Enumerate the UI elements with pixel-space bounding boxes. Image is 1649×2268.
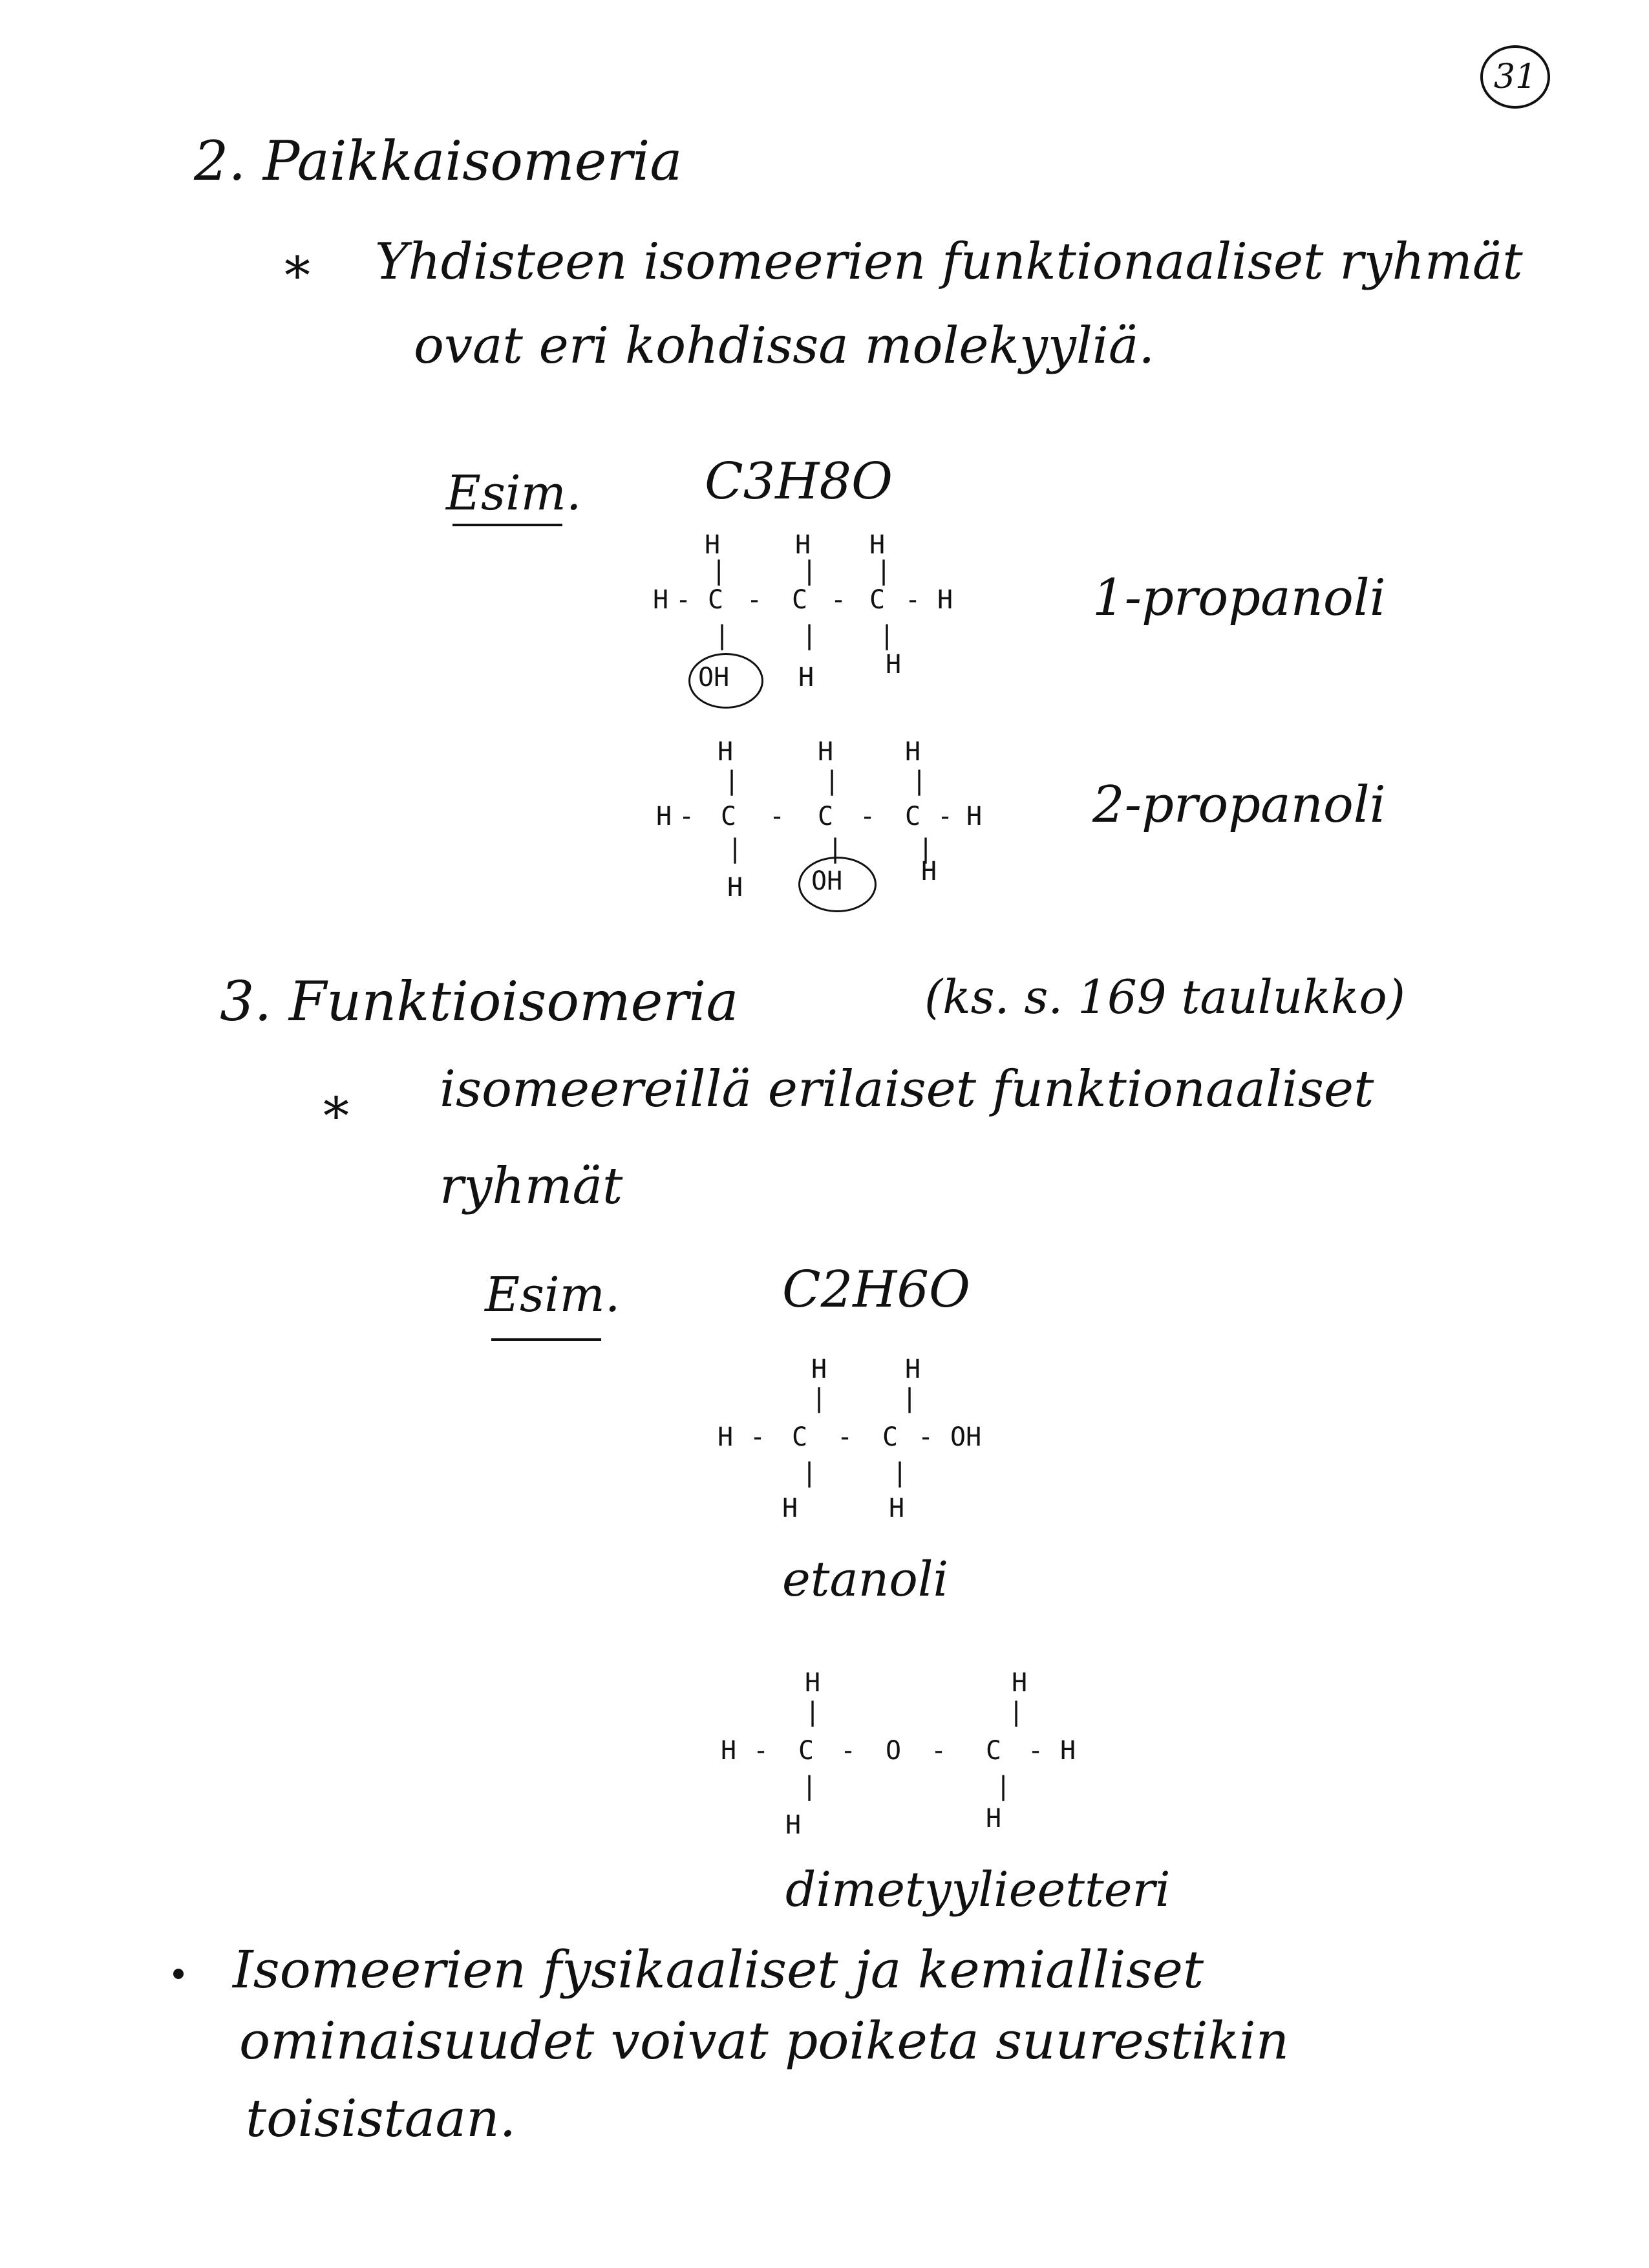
bond-h: - [747, 585, 763, 615]
atom-h: H [937, 585, 953, 615]
bond-v: | [802, 621, 818, 650]
bond-h: - [905, 585, 921, 615]
bond-v: | [711, 556, 727, 586]
bond-v: | [876, 556, 892, 586]
bond-h: - [1028, 1736, 1044, 1766]
bond-h: - [831, 585, 847, 615]
bond-h: - [918, 1422, 934, 1452]
atom-c: C [869, 585, 886, 615]
section3-bullet-line2: ryhmät [440, 1157, 623, 1215]
atom-h: H [785, 1810, 802, 1840]
atom-o: O [886, 1736, 902, 1766]
section2-bullet-line2: ovat eri kohdissa molekyyliä. [414, 317, 1155, 375]
atom-h: H [727, 873, 743, 903]
section2-example-underline [452, 524, 562, 526]
bond-v: | [902, 1384, 918, 1413]
atom-h: H [966, 802, 983, 831]
section2-heading: 2. Paikkaisomeria [194, 129, 683, 193]
atom-h: H [782, 1493, 798, 1523]
atom-oh: OH [698, 663, 730, 692]
molecule-2-name: 2-propanoli [1092, 776, 1386, 834]
atom-h: H [886, 650, 902, 679]
atom-h: H [921, 857, 937, 886]
atom-h: H [718, 737, 734, 767]
footer-line3: toisistaan. [246, 2088, 516, 2148]
section2-formula: C3H8O [705, 453, 893, 511]
section2-bullet-star: * [284, 246, 310, 306]
atom-c: C [905, 802, 921, 831]
bond-v: | [1008, 1697, 1025, 1727]
bond-h: - [837, 1422, 853, 1452]
atom-h: H [905, 737, 921, 767]
section3-bullet-star: * [323, 1086, 349, 1146]
atom-h: H [805, 1668, 821, 1698]
bond-h: - [676, 585, 692, 615]
bond-h: - [840, 1736, 856, 1766]
atom-h: H [798, 663, 814, 692]
section3-reference: (ks. s. 169 taulukko) [924, 970, 1405, 1024]
atom-c: C [721, 802, 737, 831]
bond-v: | [802, 1771, 818, 1801]
bond-v: | [879, 621, 895, 650]
atom-h: H [869, 530, 886, 560]
section3-bullet-line1: isomeereillä erilaiset funktionaaliset [440, 1060, 1374, 1118]
atom-c: C [818, 802, 834, 831]
bond-h: - [679, 802, 695, 831]
atom-h: H [718, 1422, 734, 1452]
bond-v: | [824, 766, 840, 796]
bond-v: | [995, 1771, 1012, 1801]
atom-h: H [986, 1804, 1002, 1834]
section3-example-underline [491, 1338, 601, 1341]
section3-formula: C2H6O [782, 1261, 970, 1319]
atom-h: H [1012, 1668, 1028, 1698]
atom-h: H [811, 1354, 827, 1384]
atom-c: C [792, 585, 808, 615]
bond-h: - [860, 802, 876, 831]
atom-h: H [905, 1354, 921, 1384]
atom-h: H [656, 802, 672, 831]
atom-oh: OH [811, 866, 843, 896]
bond-v: | [805, 1697, 821, 1727]
bond-v: | [724, 766, 740, 796]
atom-c: C [986, 1736, 1002, 1766]
molecule-4-name: dimetyylieetteri [785, 1862, 1171, 1918]
bond-v: | [802, 556, 818, 586]
atom-c: C [792, 1422, 808, 1452]
atom-h: H [795, 530, 811, 560]
atom-h: H [721, 1736, 737, 1766]
section3-example-label: Esim. [485, 1267, 621, 1323]
bond-v: | [918, 834, 934, 864]
bond-h: - [937, 802, 953, 831]
atom-h: H [1060, 1736, 1076, 1766]
atom-c: C [882, 1422, 899, 1452]
molecule-1-name: 1-propanoli [1092, 569, 1386, 627]
molecule-3-name: etanoli [782, 1552, 949, 1607]
bond-v: | [727, 834, 743, 864]
bond-h: - [931, 1736, 947, 1766]
bond-v: | [714, 621, 730, 650]
footer-line2: ominaisuudet voivat poiketa suurestikin [239, 2011, 1290, 2071]
bond-v: | [911, 766, 928, 796]
bond-v: | [811, 1384, 827, 1413]
bond-h: - [750, 1422, 766, 1452]
footer-bullet-dot [173, 1969, 184, 1979]
bond-h: - [753, 1736, 769, 1766]
atom-h: H [705, 530, 721, 560]
bond-v: | [892, 1458, 908, 1488]
footer-line1: Isomeerien fysikaaliset ja kemialliset [233, 1940, 1204, 2000]
atom-c: C [708, 585, 724, 615]
page-number: 31 [1480, 45, 1550, 109]
bond-v: | [802, 1458, 818, 1488]
bond-v: | [827, 834, 844, 864]
atom-h: H [818, 737, 834, 767]
section2-bullet-line1: Yhdisteen isomeerien funktionaaliset ryhmät [375, 233, 1523, 291]
atom-oh: OH [950, 1422, 982, 1452]
atom-c: C [798, 1736, 814, 1766]
atom-h: H [889, 1493, 905, 1523]
section2-example-label: Esim. [446, 465, 582, 521]
bond-h: - [769, 802, 785, 831]
section3-heading: 3. Funktioisomeria [220, 970, 739, 1033]
atom-h: H [653, 585, 669, 615]
